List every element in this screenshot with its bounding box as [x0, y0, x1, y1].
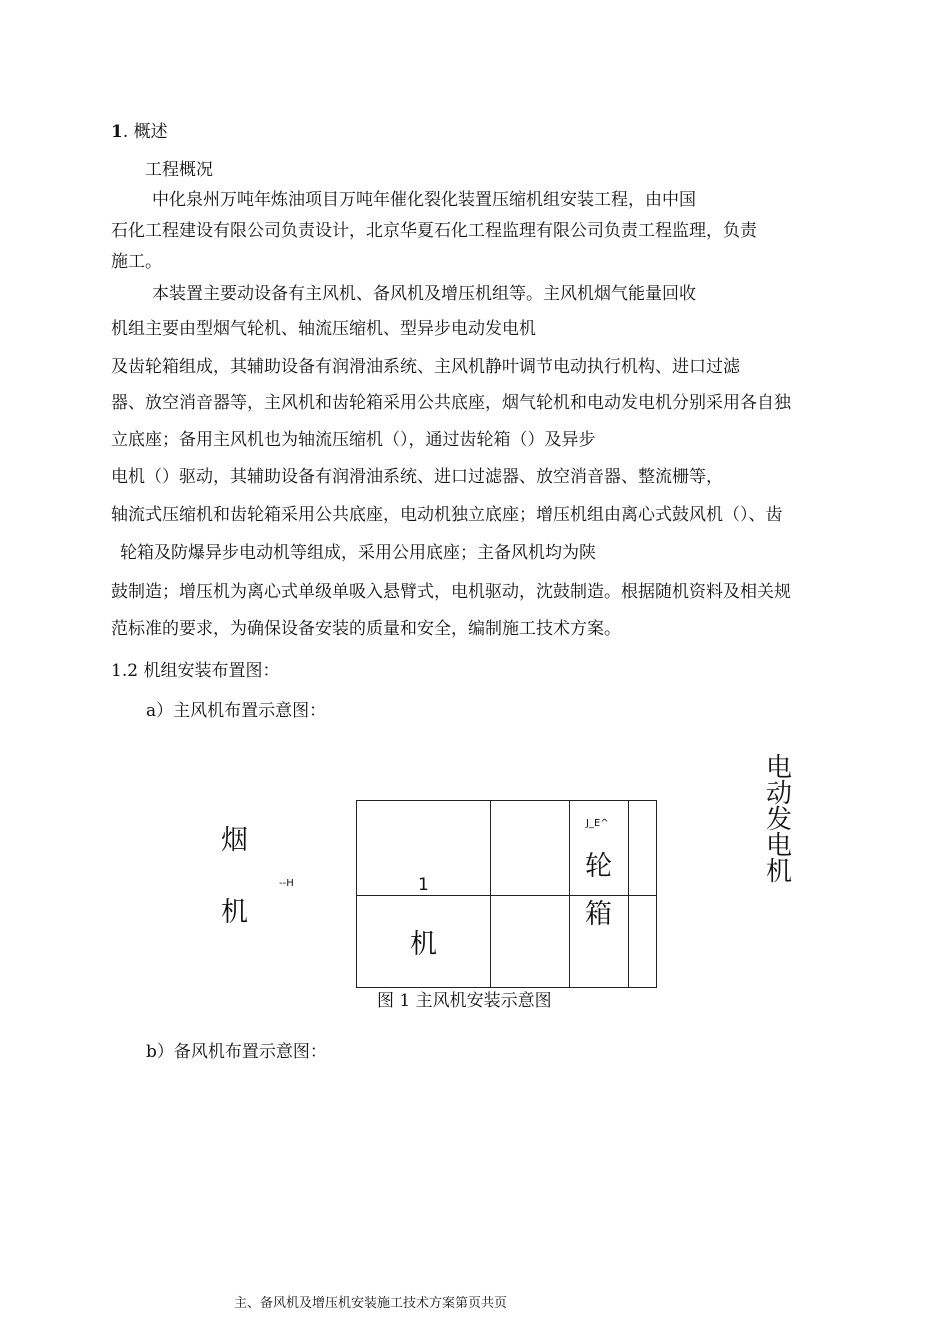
para2-line: 轴流式压缩机和齿轮箱采用公共底座，电动机独立底座；增压机组由离心式鼓风机（）、齿: [111, 505, 783, 525]
para2-line: 轮箱及防爆异步电动机等组成，采用公用底座；主备风机均为陕: [120, 543, 596, 563]
compressor-number: 1: [418, 875, 429, 895]
para2-line: 立底座；备用主风机也为轴流压缩机（），通过齿轮箱（）及异步: [111, 430, 596, 450]
para2-line: 电机（）驱动，其辅助设备有润滑油系统、进口过滤器、放空消音器、整流栅等，: [111, 467, 723, 487]
main-blower-outline: [356, 800, 657, 988]
section-title: 概述: [133, 122, 168, 142]
divider-line: [628, 800, 629, 988]
section2-title: 1.2 机组安装布置图：: [111, 661, 280, 681]
flue-turbine-label-2: 机: [221, 897, 248, 928]
small-mark: --H: [279, 878, 294, 889]
para2-line: 本装置主要动设备有主风机、备风机及增压机组等。主风机烟气能量回收: [152, 284, 696, 304]
divider-line: [569, 800, 570, 988]
figure-caption: 图 1 主风机安装示意图: [377, 991, 552, 1011]
subheading: 工程概况: [145, 160, 213, 180]
para1-line: 中化泉州万吨年炼油项目万吨年催化裂化装置压缩机组安装工程，由中国: [152, 190, 696, 210]
gearbox-label-1: 轮: [585, 851, 612, 882]
para1-line: 施工。: [111, 252, 162, 272]
section-heading: 1. 概述: [111, 122, 168, 142]
gearbox-label-2: 箱: [585, 899, 612, 930]
para2-line: 器、放空消音器等，主风机和齿轮箱采用公共底座，烟气轮机和电动发电机分别采用各自独: [111, 393, 791, 413]
para2-line: 及齿轮箱组成，其辅助设备有润滑油系统、主风机静叶调节电动执行机构、进口过滤: [111, 357, 740, 377]
para2-line: 范标准的要求，为确保设备安装的质量和安全，编制施工技术方案。: [111, 619, 621, 639]
compressor-label: 机: [410, 929, 437, 960]
motor-generator-label: 电动发电机: [765, 753, 792, 887]
item-b-label: b）备风机布置示意图：: [146, 1042, 327, 1062]
item-a-label: a）主风机布置示意图：: [146, 701, 327, 721]
para2-line: 鼓制造；增压机为离心式单级单吸入悬臂式，电机驱动，沈鼓制造。根据随机资料及相关规: [111, 582, 791, 602]
divider-line: [490, 800, 491, 988]
flue-turbine-label-1: 烟: [221, 825, 248, 856]
divider-line: [356, 895, 657, 896]
section-number: 1: [111, 122, 123, 142]
gear-mark: J_E^: [586, 818, 609, 829]
para1-line: 石化工程建设有限公司负责设计，北京华夏石化工程监理有限公司负责工程监理，负责: [111, 221, 757, 241]
para2-line: 机组主要由型烟气轮机、轴流压缩机、型异步电动发电机: [111, 319, 536, 339]
page-footer: 主、备风机及增压机安装施工技术方案第页共页: [234, 1296, 508, 1311]
